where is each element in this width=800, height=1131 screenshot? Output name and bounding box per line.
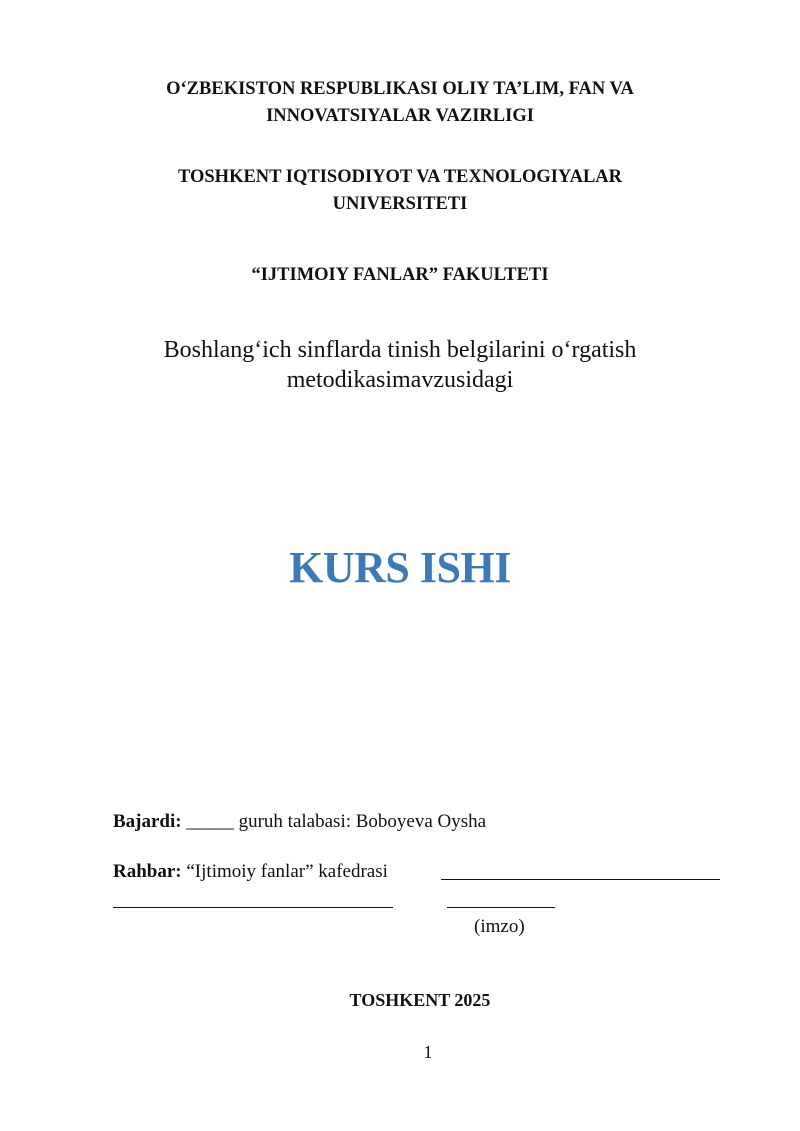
- supervisor-line: [113, 860, 388, 884]
- university-line-1: TOSHKENT IQTISODIYOT VA TEXNOLOGIYALAR: [178, 167, 622, 187]
- supervisor-name-underline-2: [113, 907, 393, 908]
- ministry-line-2: INNOVATSIYALAR VAZIRLIGI: [266, 106, 534, 126]
- performer-line: [113, 810, 486, 834]
- ministry-line-1: O‘ZBEKISTON RESPUBLIKASI OLIY TA’LIM, FAN VA: [166, 79, 634, 99]
- supervisor-text: “Ijtimoiy fanlar” kafedrasi: [186, 861, 388, 882]
- page-number: 1: [423, 1042, 433, 1062]
- work-title: KURS ISHI: [289, 543, 511, 592]
- performer-text: guruh talabasi: Boboyeva Oysha: [238, 811, 487, 832]
- supervisor-label: Rahbar:: [113, 861, 182, 882]
- performer-label: Bajardi:: [113, 811, 182, 832]
- signature-underline: [447, 907, 555, 908]
- signature-label: (imzo): [474, 916, 525, 937]
- university-line-2: UNIVERSITETI: [332, 194, 468, 214]
- subject-line-2: metodikasimavzusidagi: [286, 367, 514, 393]
- supervisor-name-underline: [441, 879, 720, 880]
- footer-city-year: TOSHKENT 2025: [349, 990, 491, 1010]
- subject-line-1: Boshlang‘ich sinflarda tinish belgilarini o‘rgatish: [163, 337, 637, 363]
- performer-group-blank: _____: [186, 811, 234, 832]
- faculty-name: “IJTIMOIY FANLAR” FAKULTETI: [251, 265, 549, 285]
